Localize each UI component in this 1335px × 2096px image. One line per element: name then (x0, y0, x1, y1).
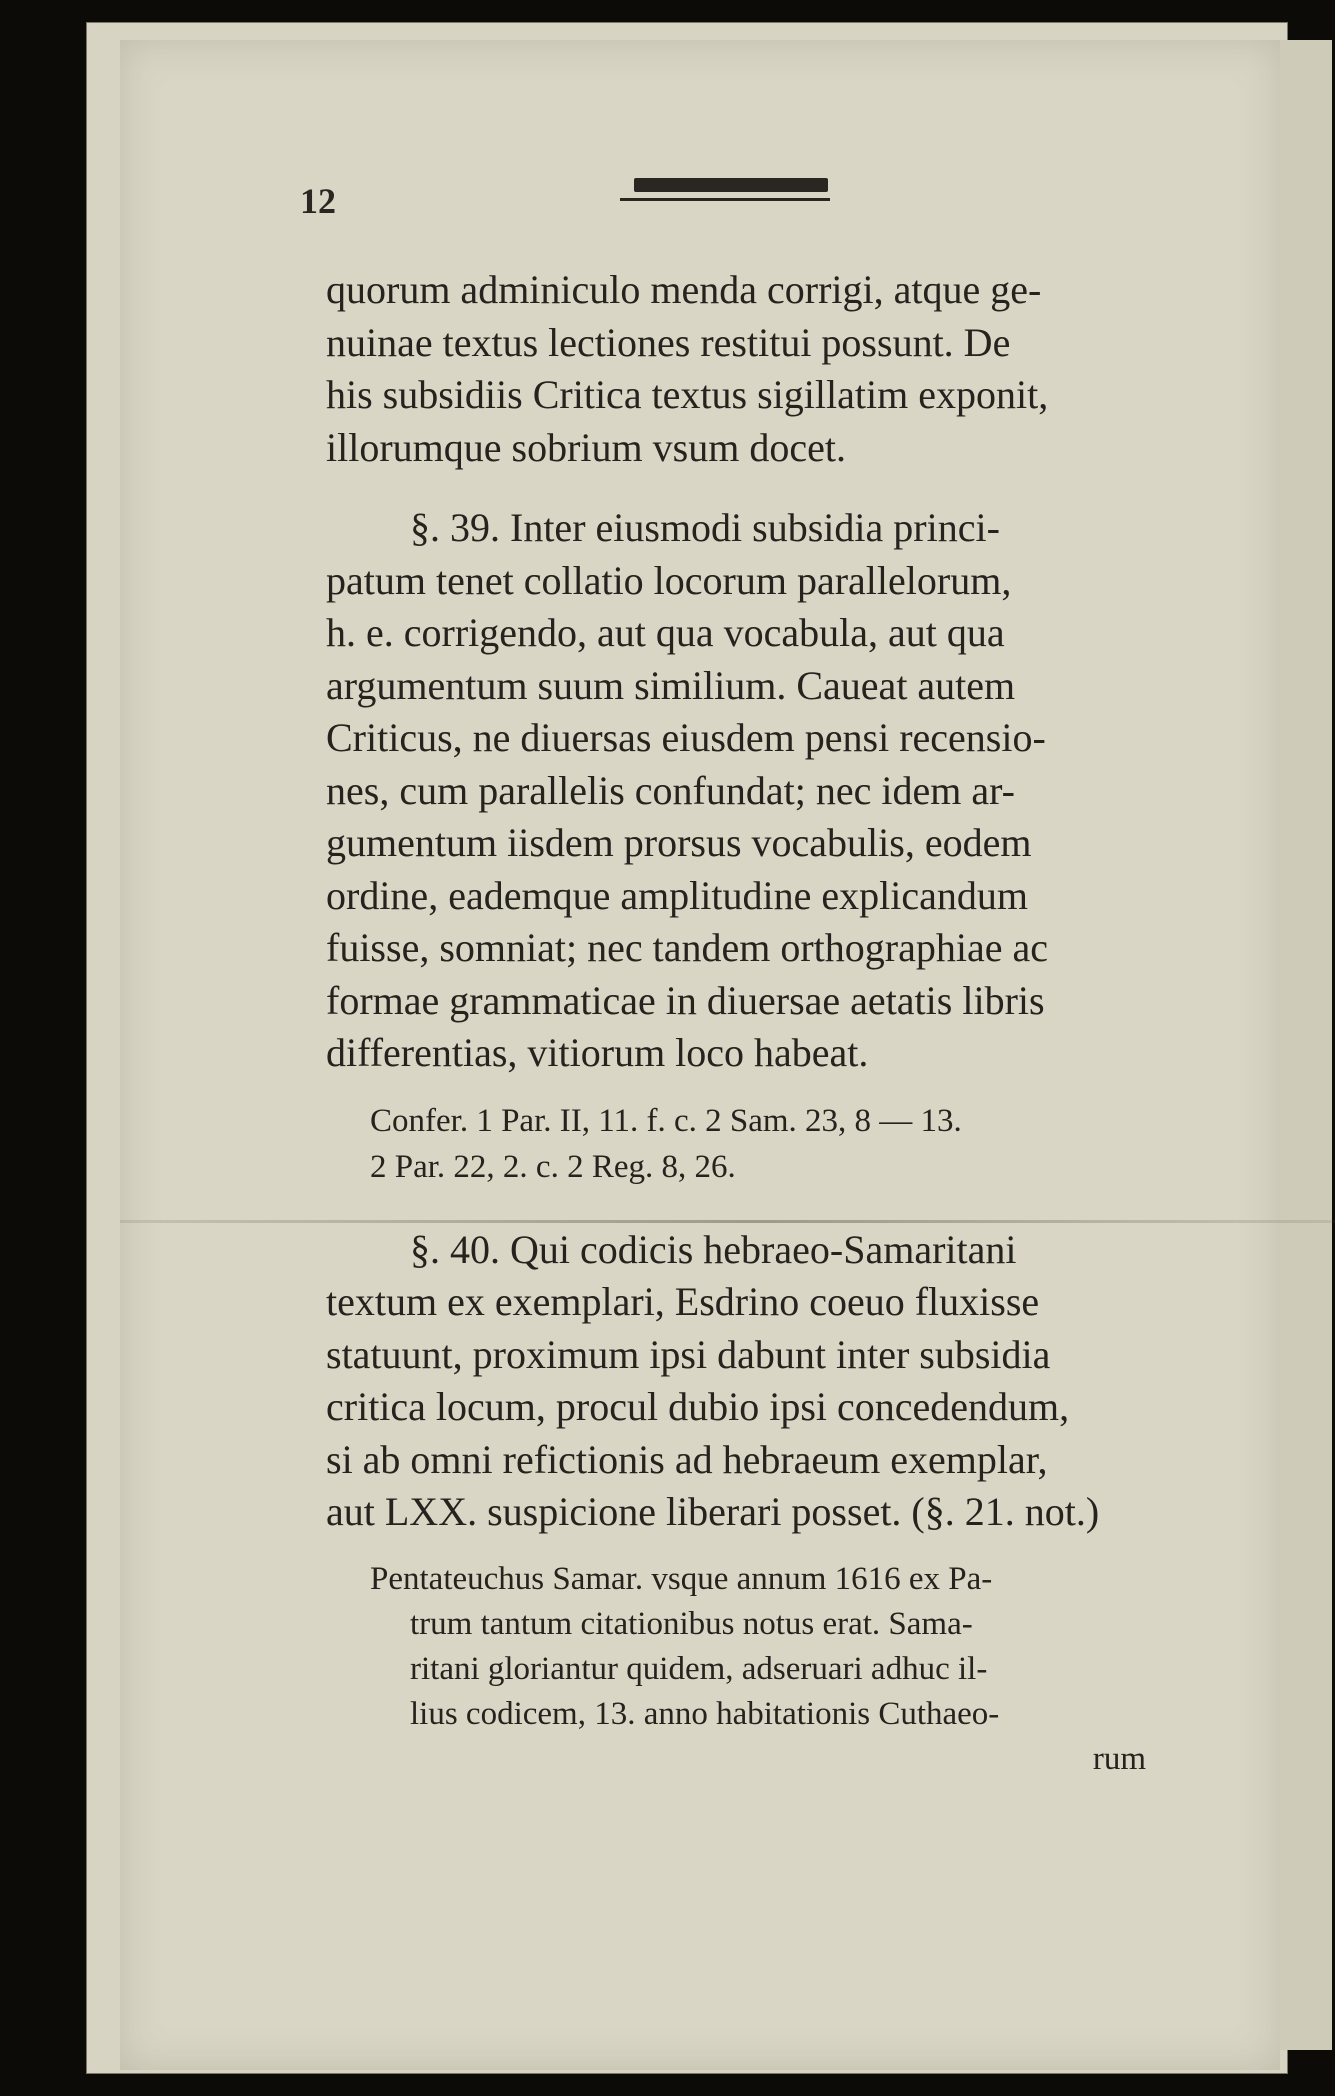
text-line: argumentum suum similium. Caueat autem (326, 662, 1016, 708)
text-line: nuinae textus lectiones restitui possunt. De (326, 319, 1011, 365)
page-number: 12 (300, 181, 336, 221)
text-line: his subsidiis Critica textus sigillatim exponit, (326, 372, 1049, 417)
paragraph-1 (326, 264, 1176, 474)
footnote-line: Confer. 1 Par. II, 11. f. c. 2 Sam. 23, 8 — 13. (370, 1102, 962, 1139)
text-line: differentias, vitiorum loco habeat. (326, 1030, 869, 1075)
text-line: illorumque sobrium vsum docet. (326, 424, 846, 470)
text-line: nes, cum parallelis confundat; nec idem ar- (326, 767, 1015, 813)
paragraph-2 (326, 502, 1176, 1080)
text-line: aut LXX. suspicione liberari posset. (§. 21. not.) (326, 1489, 1100, 1534)
footnote-line: ritani gloriantur quidem, adseruari adhuc il- (410, 1650, 988, 1687)
text-line: h. e. corrigendo, aut qua vocabula, aut qua (326, 610, 1005, 655)
header-rule (634, 178, 828, 192)
footnote-2 (326, 1557, 1176, 1782)
footnote-line: lius codicem, 13. anno habitationis Cuthaeo- (410, 1695, 1000, 1732)
text-line: critica locum, procul dubio ipsi concedendum, (326, 1384, 1070, 1429)
header-rule-thin (620, 198, 830, 201)
page-text (326, 264, 1176, 1782)
footnote-1 (326, 1098, 1176, 1190)
text-line: formae grammaticae in diuersae aetatis libris (326, 977, 1045, 1023)
footnote-line: trum tantum citationibus notus erat. Sama- (410, 1605, 973, 1642)
text-line: ordine, eademque amplitudine explicandum (326, 872, 1028, 918)
catchword: rum (1092, 1740, 1146, 1777)
footnote-line: 2 Par. 22, 2. c. 2 Reg. 8, 26. (370, 1148, 736, 1185)
text-line: fuisse, somniat; nec tandem orthographiae ac (326, 925, 1048, 970)
text-line: Criticus, ne diuersas eiusdem pensi recensio- (326, 715, 1046, 760)
footnote-line: Pentateuchus Samar. vsque annum 1616 ex Pa- (370, 1560, 993, 1597)
text-line: §. 40. Qui codicis hebraeo-Samaritani (410, 1226, 1017, 1272)
text-line: quorum adminiculo menda corrigi, atque ge- (326, 267, 1042, 312)
text-line: statuunt, proximum ipsi dabunt inter subsidia (326, 1331, 1051, 1377)
text-line: textum ex exemplari, Esdrino coeuo fluxisse (326, 1279, 1040, 1324)
text-line: si ab omni refictionis ad hebraeum exemplar, (326, 1436, 1048, 1482)
text-line: gumentum iisdem prorsus vocabulis, eodem (326, 820, 1032, 865)
text-line: patum tenet collatio locorum parallelorum, (326, 557, 1012, 603)
text-line: §. 39. Inter eiusmodi subsidia princi- (410, 505, 1000, 550)
paragraph-3 (326, 1224, 1176, 1539)
